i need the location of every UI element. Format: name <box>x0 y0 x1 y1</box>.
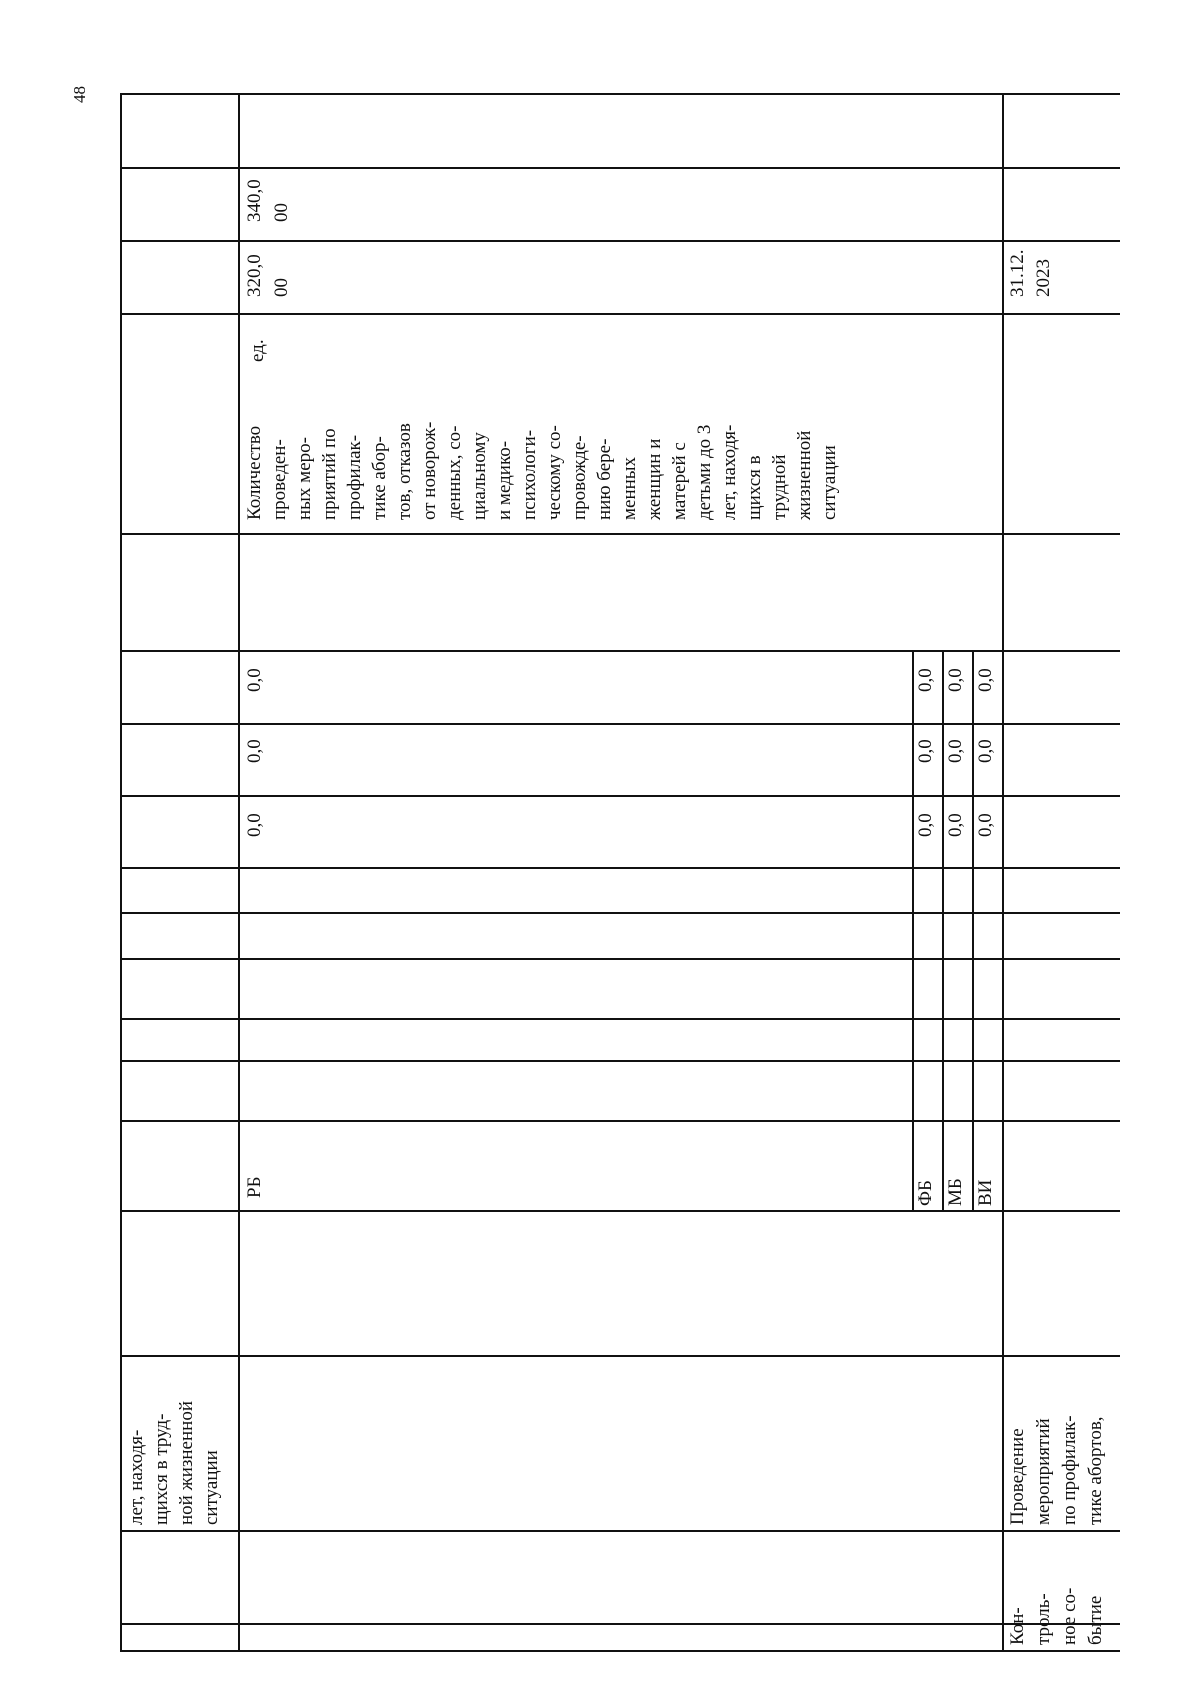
mb-value-1: 0,0 <box>945 668 966 692</box>
table-rule <box>120 650 1120 652</box>
table-rule <box>120 240 1120 242</box>
table-rule <box>120 1210 1120 1212</box>
next-row-name-line2: мероприятий <box>1033 1418 1054 1525</box>
table-rule <box>120 912 1120 914</box>
table-rule <box>120 867 1120 869</box>
deadline-date-line1: 31.12. <box>1007 249 1028 297</box>
fb-value-1: 0,0 <box>915 668 936 692</box>
table-rule <box>120 313 1120 315</box>
rb-value-2: 0,0 <box>244 739 265 763</box>
target-value-a-line1: 320,0 <box>244 254 265 297</box>
table-rule <box>120 167 1120 169</box>
next-row-name-line3: по профилак- <box>1059 1415 1080 1525</box>
table-rule <box>120 1623 1120 1625</box>
table-rule <box>120 795 1120 797</box>
vi-value-3: 0,0 <box>975 813 996 837</box>
table-col-rule <box>238 93 240 1652</box>
target-value-b-line1: 340,0 <box>244 179 265 222</box>
table-border-bottom <box>120 1650 1120 1652</box>
deadline-date-line2: 2023 <box>1033 259 1054 297</box>
prev-row-name-line1: лет, находя- <box>126 1429 147 1525</box>
table-col-rule <box>942 650 944 1210</box>
target-value-b-line2: 00 <box>271 203 292 222</box>
next-row-name-line1: Проведение <box>1007 1428 1028 1525</box>
funding-label-mb: МБ <box>945 1178 966 1206</box>
table-rule <box>120 1018 1120 1020</box>
target-value-a-line2: 00 <box>271 278 292 297</box>
next-row-type-line3: ное со- <box>1059 1587 1080 1645</box>
prev-row-name-line3: ной жизненной <box>176 1401 197 1525</box>
table-col-rule <box>972 650 974 1210</box>
table-rule <box>120 533 1120 535</box>
next-row-name-line4: тике абортов, <box>1085 1416 1106 1525</box>
table-border-left <box>120 93 122 1652</box>
page-number: 48 <box>70 86 89 103</box>
prev-row-name-line4: ситуации <box>201 1450 222 1525</box>
next-row-type-line2: троль- <box>1033 1593 1054 1645</box>
table-rule <box>120 1530 1120 1532</box>
fb-value-3: 0,0 <box>915 813 936 837</box>
funding-label-rb: РБ <box>244 1176 265 1198</box>
table-rule <box>120 1355 1120 1357</box>
funding-label-fb: ФБ <box>915 1180 936 1206</box>
fb-value-2: 0,0 <box>915 739 936 763</box>
table-col-rule <box>1002 93 1004 1652</box>
table-border-top <box>120 93 1120 95</box>
rb-value-3: 0,0 <box>244 813 265 837</box>
table-rule <box>120 1060 1120 1062</box>
mb-value-3: 0,0 <box>945 813 966 837</box>
next-row-type-line4: бытие <box>1085 1595 1106 1645</box>
table-rule <box>120 723 1120 725</box>
rb-value-1: 0,0 <box>244 668 265 692</box>
table-rule <box>120 958 1120 960</box>
vi-value-1: 0,0 <box>975 668 996 692</box>
vi-value-2: 0,0 <box>975 739 996 763</box>
table-rule <box>120 1120 1120 1122</box>
prev-row-name-line2: щихся в труд- <box>151 1413 172 1525</box>
mb-value-2: 0,0 <box>945 739 966 763</box>
unit-label: ед. <box>247 339 268 362</box>
next-row-type-line1: Кон- <box>1007 1607 1028 1645</box>
funding-label-vi: ВИ <box>975 1179 996 1206</box>
table-col-rule <box>912 650 914 1210</box>
